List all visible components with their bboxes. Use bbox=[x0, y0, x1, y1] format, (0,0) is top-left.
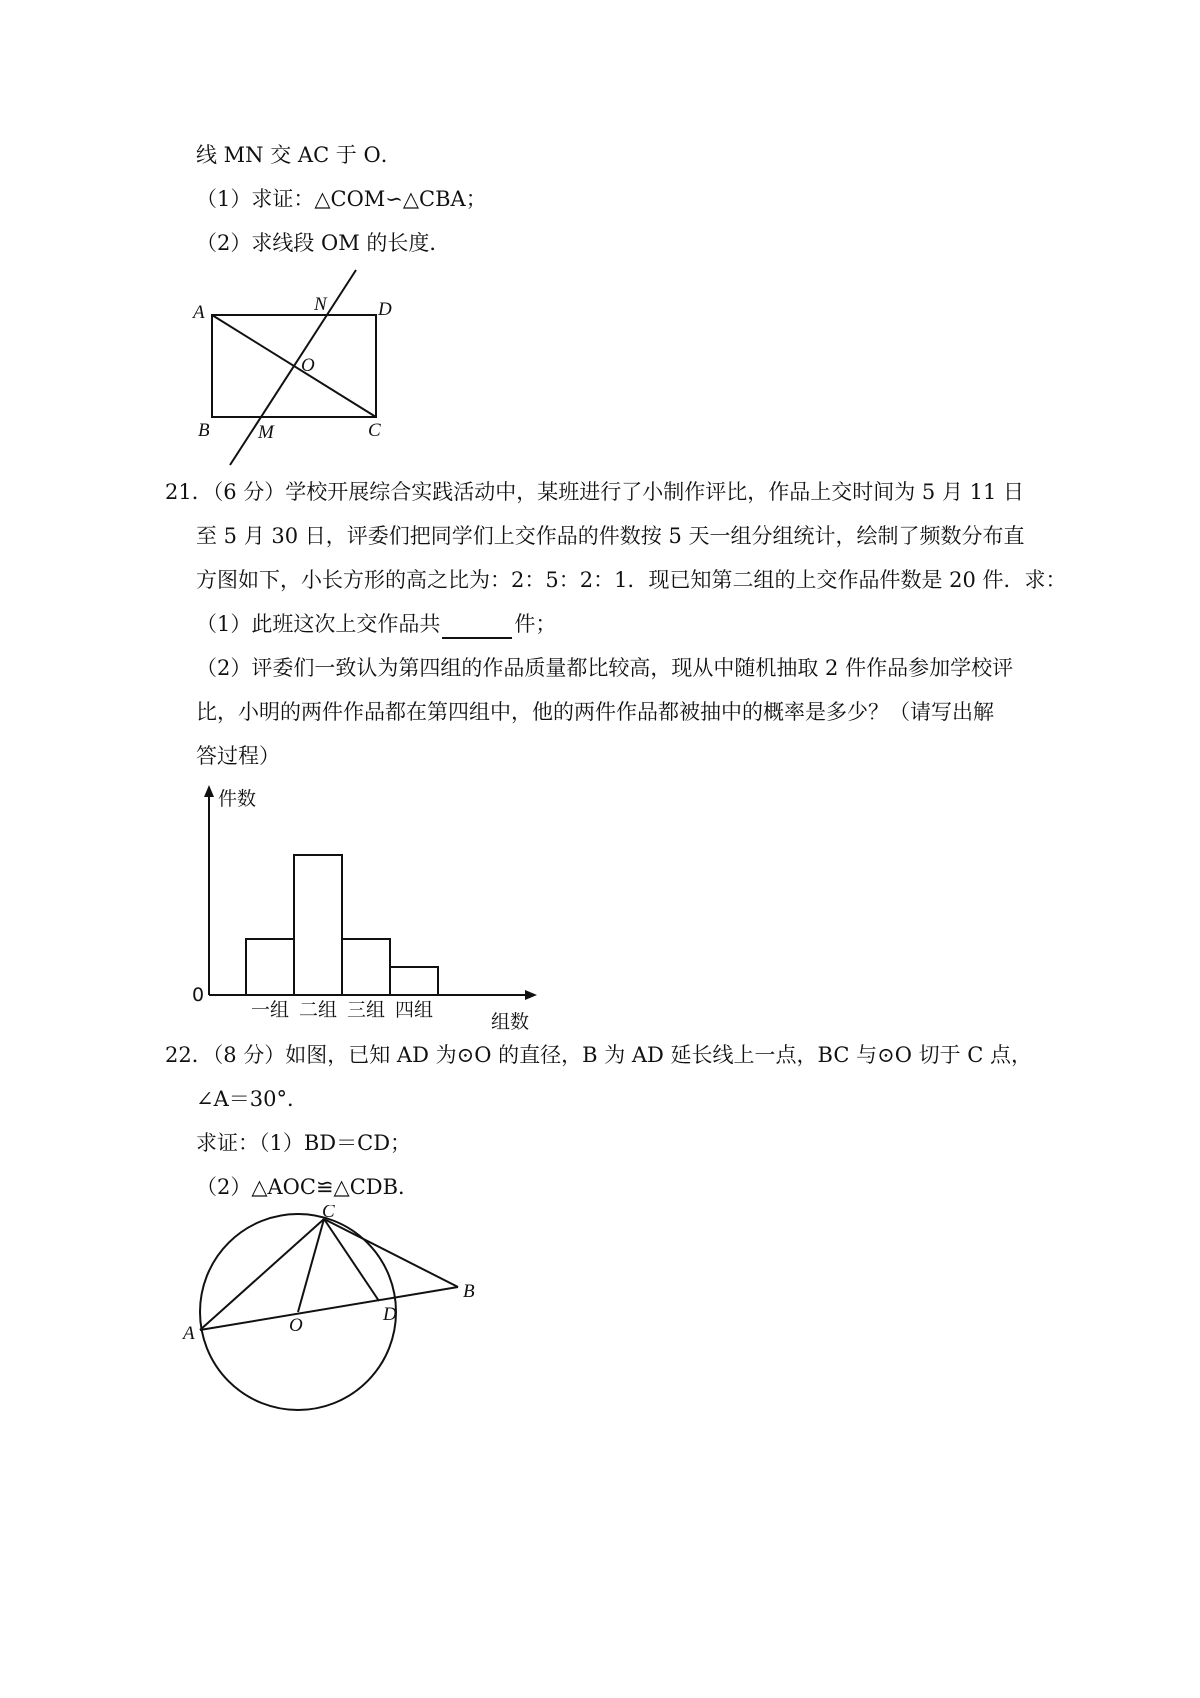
q22-part1: 求证：（1）BD＝CD； bbox=[196, 1131, 412, 1155]
label-D: D bbox=[378, 299, 392, 320]
label-B: B bbox=[198, 420, 210, 441]
label-M: M bbox=[258, 422, 274, 443]
label-C: C bbox=[322, 1205, 335, 1222]
q21-line1: 21．（6 分）学校开展综合实践活动中，某班进行了小制作评比，作品上交时间为 5 月 11 日 bbox=[165, 480, 1025, 504]
category-label-4: 四组 bbox=[394, 999, 434, 1021]
bar-4 bbox=[390, 967, 438, 995]
q21-part1 bbox=[196, 609, 556, 639]
q22-part2: （2）△AOC≌△CDB． bbox=[196, 1175, 420, 1199]
category-label-1: 一组 bbox=[250, 999, 290, 1021]
q21-part1-suffix: 件； bbox=[514, 612, 557, 636]
x-axis-arrow bbox=[525, 990, 537, 1000]
bar-1 bbox=[246, 939, 294, 995]
q20-part2: （2）求线段 OM 的长度． bbox=[196, 231, 451, 255]
origin-label: 0 bbox=[192, 984, 205, 1006]
category-label-3: 三组 bbox=[346, 999, 386, 1021]
q22-line1: 22．（8 分）如图，已知 AD 为⊙O 的直径，B 为 AD 延长线上一点，BC 与⊙O 切于 C 点， bbox=[165, 1043, 1033, 1067]
label-A: A bbox=[193, 302, 205, 323]
q21-part2-line1: （2）评委们一致认为第四组的作品质量都比较高，现从中随机抽取 2 件作品参加学校评 bbox=[196, 656, 1014, 680]
histogram-chart bbox=[180, 775, 550, 1035]
label-B: B bbox=[463, 1281, 475, 1302]
label-A: A bbox=[183, 1323, 195, 1344]
label-O: O bbox=[301, 355, 315, 376]
q20-continuation: 线 MN 交 AC 于 O． bbox=[196, 143, 402, 167]
q22-line2: ∠A＝30°． bbox=[196, 1087, 308, 1111]
category-label-2: 二组 bbox=[298, 999, 338, 1021]
label-N: N bbox=[314, 294, 327, 315]
y-axis-arrow bbox=[204, 785, 214, 797]
y-axis-label: 件数 bbox=[218, 788, 257, 810]
x-axis-label: 组数 bbox=[491, 1011, 530, 1033]
q21-line3: 方图如下，小长方形的高之比为：2：5：2：1．现已知第二组的上交作品件数是 20 件．求： bbox=[196, 568, 1067, 592]
q21-line2: 至 5 月 30 日，评委们把同学们上交作品的件数按 5 天一组分组统计，绘制了频数分布直 bbox=[196, 524, 1025, 548]
q21-part2-line3: 答过程） bbox=[196, 744, 280, 768]
label-C: C bbox=[368, 420, 381, 441]
q20-part1: （1）求证：△COM∽△CBA； bbox=[196, 187, 487, 211]
rectangle-figure bbox=[180, 260, 420, 475]
answer-blank[interactable] bbox=[442, 615, 512, 639]
q21-part1-text: （1）此班这次上交作品共 bbox=[196, 612, 441, 636]
q21-part2-line2: 比，小明的两件作品都在第四组中，他的两件作品都被抽中的概率是多少？（请写出解 bbox=[196, 700, 994, 724]
circle-figure bbox=[180, 1205, 490, 1415]
bar-3 bbox=[342, 939, 390, 995]
bar-2 bbox=[294, 855, 342, 995]
label-O: O bbox=[289, 1315, 303, 1336]
label-D: D bbox=[383, 1304, 397, 1325]
